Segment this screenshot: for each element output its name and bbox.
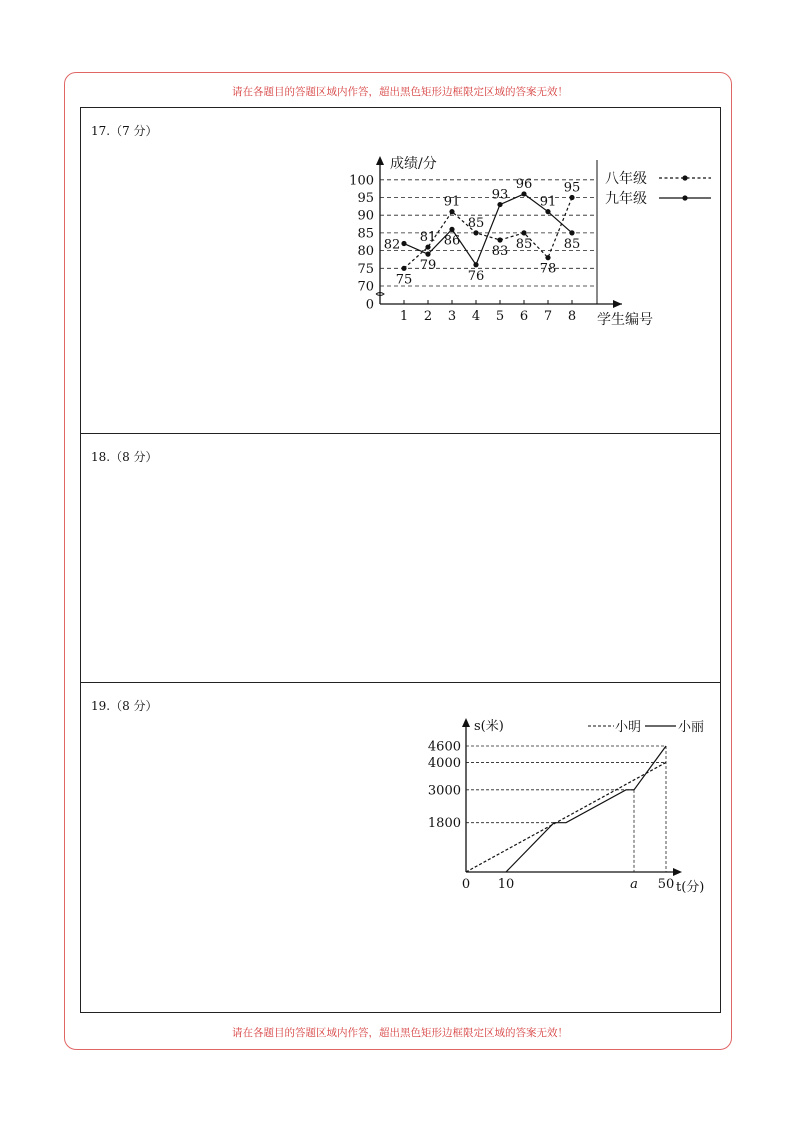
data-label: 93	[491, 187, 509, 203]
question-label-19: 19.（8 分）	[91, 699, 158, 713]
y-tick-label: 100	[349, 173, 374, 189]
data-label: 79	[419, 258, 437, 274]
data-label: 85	[563, 236, 581, 252]
data-label: 96	[515, 176, 533, 192]
data-label: 83	[491, 243, 509, 259]
y-tick-label: 0	[365, 297, 374, 313]
y-tick-label: 75	[357, 261, 374, 277]
x-tick-label: a	[630, 877, 638, 892]
y-tick-label: 1800	[427, 816, 461, 832]
x-tick-label: 50	[657, 877, 675, 892]
y-axis-label: 成绩/分	[390, 156, 437, 172]
x-tick-label: 10	[497, 877, 515, 892]
y-tick-label: 70	[357, 279, 374, 295]
data-label: 91	[443, 194, 461, 210]
data-label: 95	[563, 180, 581, 196]
data-label: 76	[467, 268, 485, 284]
notice-bottom: 请在各题目的答题区域内作答，超出黑色矩形边框限定区域的答案无效！	[232, 1027, 568, 1039]
series-line-xiaoli	[506, 746, 666, 872]
y-tick-label: 90	[357, 208, 374, 224]
x-tick-label: 3	[447, 309, 457, 324]
question-label-18: 18.（8 分）	[91, 450, 158, 464]
y-tick-label: 95	[357, 191, 374, 206]
x-tick-label: 5	[495, 309, 505, 324]
x-axis-label: t(分)	[676, 880, 705, 895]
x-axis-label: 学生编号	[597, 312, 653, 328]
x-tick-label: 6	[519, 309, 529, 324]
legend-label: 小丽	[678, 720, 705, 735]
legend-label: 小明	[615, 720, 642, 735]
x-tick-label: 7	[543, 309, 553, 324]
y-tick-label: 80	[357, 244, 374, 260]
x-tick-label: 2	[423, 309, 433, 324]
x-tick-label: 1	[399, 309, 409, 324]
legend-label: 九年级	[605, 191, 647, 207]
y-tick-label: 4000	[427, 755, 461, 771]
data-label: 78	[539, 261, 557, 277]
data-label: 86	[443, 233, 461, 249]
data-label: 91	[539, 194, 557, 210]
data-label: 82	[383, 237, 401, 253]
x-tick-label: 0	[461, 877, 471, 892]
data-label: 85	[467, 215, 485, 231]
y-tick-label: 85	[357, 226, 374, 242]
series-line-xiaoming	[466, 762, 666, 872]
y-axis-arrow	[462, 718, 470, 727]
data-label: 85	[515, 236, 533, 252]
y-tick-label: 3000	[427, 783, 461, 799]
y-axis-label: s(米)	[474, 719, 504, 734]
data-label: 81	[419, 230, 437, 246]
legend-label: 八年级	[605, 171, 647, 187]
x-tick-label: 8	[567, 309, 577, 324]
question-label-17: 17.（7 分）	[91, 124, 158, 138]
x-tick-label: 4	[471, 309, 481, 324]
x-axis-arrow	[673, 868, 682, 876]
data-label: 75	[395, 272, 413, 288]
notice-top: 请在各题目的答题区域内作答，超出黑色矩形边框限定区域的答案无效！	[232, 86, 568, 98]
y-tick-label: 4600	[427, 739, 461, 755]
